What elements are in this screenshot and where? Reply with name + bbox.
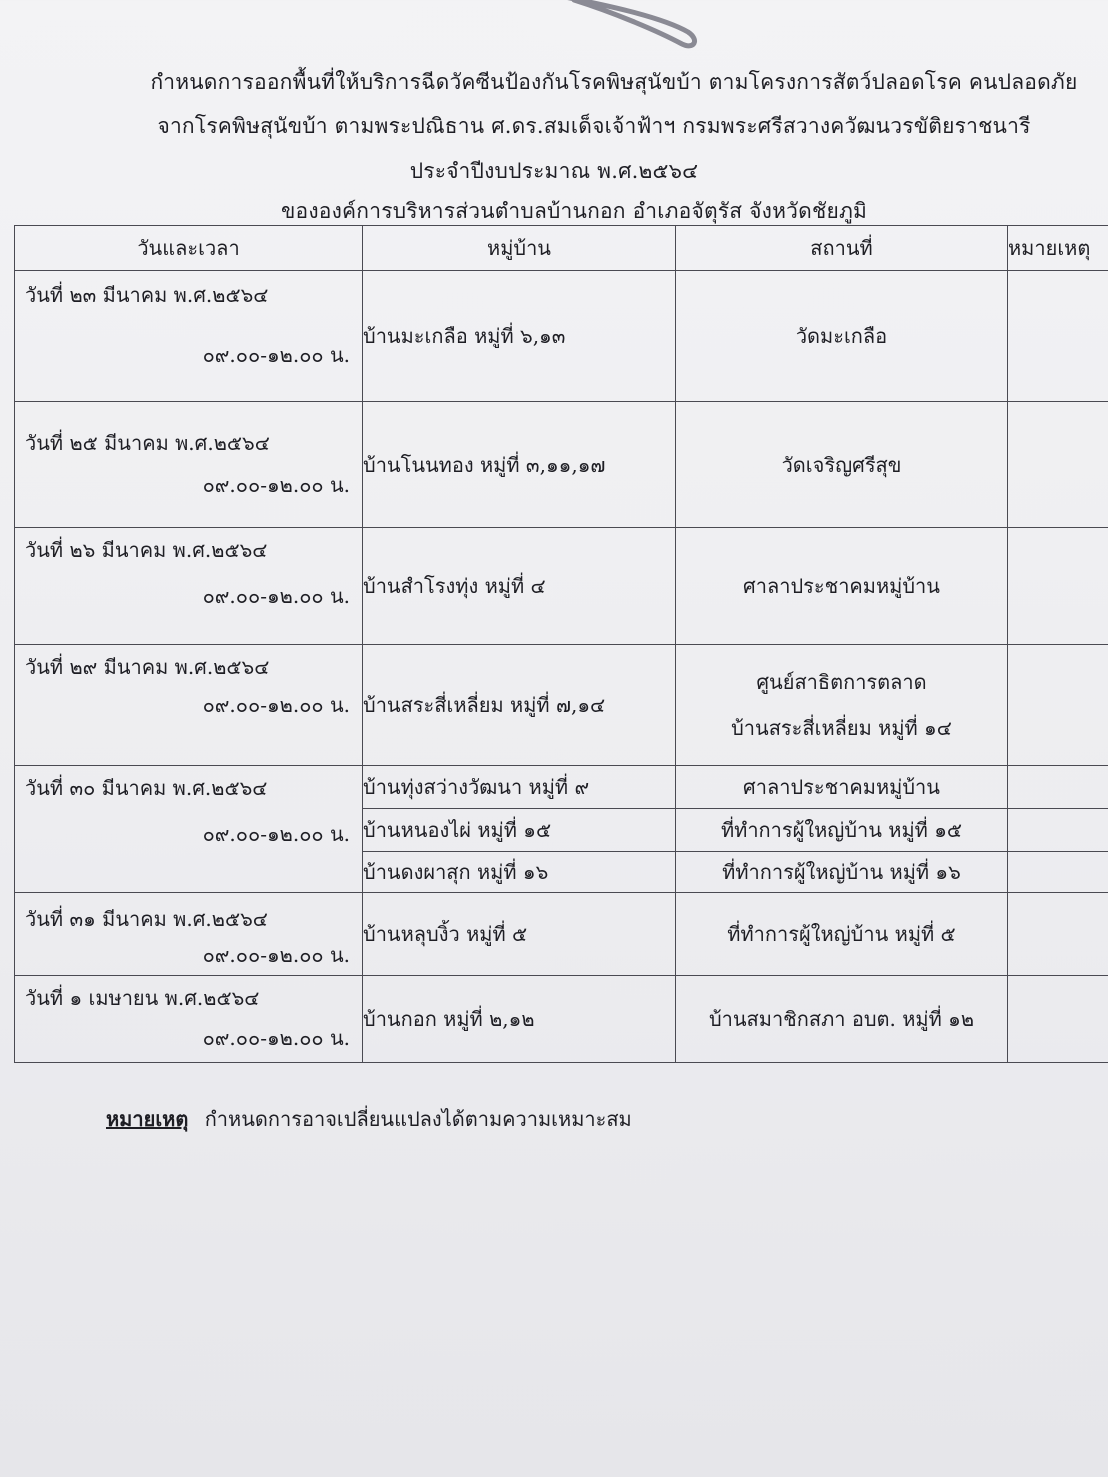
village-cell: บ้านสระสี่เหลี่ยม หมู่ที่ ๗,๑๔	[363, 645, 676, 766]
fiscal-year-line: ประจำปีงบประมาณ พ.ศ.๒๕๖๔	[409, 159, 699, 183]
table-row	[15, 271, 1108, 402]
remark-cell	[1008, 271, 1108, 402]
column-header-remark: หมายเหตุ	[1008, 226, 1108, 271]
date-text: วันที่ ๒๓ มีนาคม พ.ศ.๒๕๖๔	[25, 283, 269, 307]
place-cell: ที่ทำการผู้ใหญ่บ้าน หมู่ที่ ๑๖	[676, 851, 1008, 892]
place-cell: วัดเจริญศรีสุข	[676, 402, 1008, 528]
time-text: ๐๙.๐๐-๑๒.๐๐ น.	[202, 584, 350, 608]
column-header-village: หมู่บ้าน	[363, 226, 676, 271]
date-text: วันที่ ๓๑ มีนาคม พ.ศ.๒๕๖๔	[25, 907, 268, 931]
schedule-table	[14, 225, 1108, 1063]
title-line-2: จากโรคพิษสุนัขบ้า ตามพระปณิธาน ศ.ดร.สมเด็จเจ้าฟ้าฯ กรมพระศรีสวางควัฒนวรขัติยราชนารี	[157, 114, 1031, 138]
village-cell: บ้านดงผาสุก หมู่ที่ ๑๖	[363, 851, 676, 892]
table-row	[15, 528, 1108, 645]
title-line-1: กำหนดการออกพื้นที่ให้บริการฉีดวัคซีนป้องกันโรคพิษสุนัขบ้า ตามโครงการสัตว์ปลอดโรค คนปลอดภัย	[150, 70, 1078, 94]
date-cell	[15, 402, 363, 528]
date-text: วันที่ ๒๙ มีนาคม พ.ศ.๒๕๖๔	[25, 655, 270, 679]
table-row	[15, 645, 1108, 766]
village-cell: บ้านหลุบงิ้ว หมู่ที่ ๕	[363, 893, 676, 976]
place-cell: ที่ทำการผู้ใหญ่บ้าน หมู่ที่ ๕	[676, 893, 1008, 976]
time-text: ๐๙.๐๐-๑๒.๐๐ น.	[202, 693, 350, 717]
date-cell	[15, 271, 363, 402]
remark-cell	[1008, 851, 1108, 892]
village-cell: บ้านสำโรงทุ่ง หมู่ที่ ๔	[363, 528, 676, 645]
time-text: ๐๙.๐๐-๑๒.๐๐ น.	[202, 822, 350, 846]
village-cell: บ้านกอก หมู่ที่ ๒,๑๒	[363, 976, 676, 1063]
date-text: วันที่ ๒๕ มีนาคม พ.ศ.๒๕๖๔	[25, 431, 270, 455]
remark-label: หมายเหตุ	[106, 1107, 189, 1131]
place-cell: บ้านสมาชิกสภา อบต. หมู่ที่ ๑๒	[676, 976, 1008, 1063]
table-row	[15, 976, 1108, 1063]
remark-text: กำหนดการอาจเปลี่ยนแปลงได้ตามความเหมาะสม	[204, 1107, 632, 1131]
table-row	[15, 766, 1108, 809]
remark-cell	[1008, 645, 1108, 766]
place-line-1: ศูนย์สาธิตการตลาด	[756, 670, 927, 694]
date-cell	[15, 893, 363, 976]
paper-clip-icon	[560, 0, 710, 54]
village-cell: บ้านมะเกลือ หมู่ที่ ๖,๑๓	[363, 271, 676, 402]
date-cell	[15, 976, 363, 1063]
column-header-place: สถานที่	[676, 226, 1008, 271]
column-header-date: วันและเวลา	[15, 226, 363, 271]
place-cell: ศาลาประชาคมหมู่บ้าน	[676, 766, 1008, 809]
date-cell	[15, 528, 363, 645]
time-text: ๐๙.๐๐-๑๒.๐๐ น.	[202, 943, 350, 967]
table-header-row	[15, 226, 1108, 271]
date-cell	[15, 766, 363, 893]
place-cell	[676, 645, 1008, 766]
place-cell: ศาลาประชาคมหมู่บ้าน	[676, 528, 1008, 645]
remark-cell	[1008, 809, 1108, 851]
remark-cell	[1008, 976, 1108, 1063]
date-text: วันที่ ๒๖ มีนาคม พ.ศ.๒๕๖๔	[25, 538, 268, 562]
remark-cell	[1008, 402, 1108, 528]
table-row	[15, 402, 1108, 528]
remark-cell	[1008, 893, 1108, 976]
remark-cell	[1008, 766, 1108, 809]
date-text: วันที่ ๑ เมษายน พ.ศ.๒๕๖๔	[25, 986, 260, 1010]
remark-note	[106, 1103, 632, 1135]
village-cell: บ้านหนองไผ่ หมู่ที่ ๑๕	[363, 809, 676, 851]
time-text: ๐๙.๐๐-๑๒.๐๐ น.	[202, 473, 350, 497]
village-cell: บ้านโนนทอง หมู่ที่ ๓,๑๑,๑๗	[363, 402, 676, 528]
table-row	[15, 893, 1108, 976]
remark-cell	[1008, 528, 1108, 645]
place-cell: ที่ทำการผู้ใหญ่บ้าน หมู่ที่ ๑๕	[676, 809, 1008, 851]
date-cell	[15, 645, 363, 766]
time-text: ๐๙.๐๐-๑๒.๐๐ น.	[202, 1026, 350, 1050]
place-line-2: บ้านสระสี่เหลี่ยม หมู่ที่ ๑๔	[731, 716, 952, 740]
time-text: ๐๙.๐๐-๑๒.๐๐ น.	[202, 343, 350, 367]
village-cell: บ้านทุ่งสว่างวัฒนา หมู่ที่ ๙	[363, 766, 676, 809]
place-cell: วัดมะเกลือ	[676, 271, 1008, 402]
organization-line: ขององค์การบริหารส่วนตำบลบ้านกอก อำเภอจัตุรัส จังหวัดชัยภูมิ	[280, 199, 868, 223]
date-text: วันที่ ๓๐ มีนาคม พ.ศ.๒๕๖๔	[25, 776, 268, 800]
